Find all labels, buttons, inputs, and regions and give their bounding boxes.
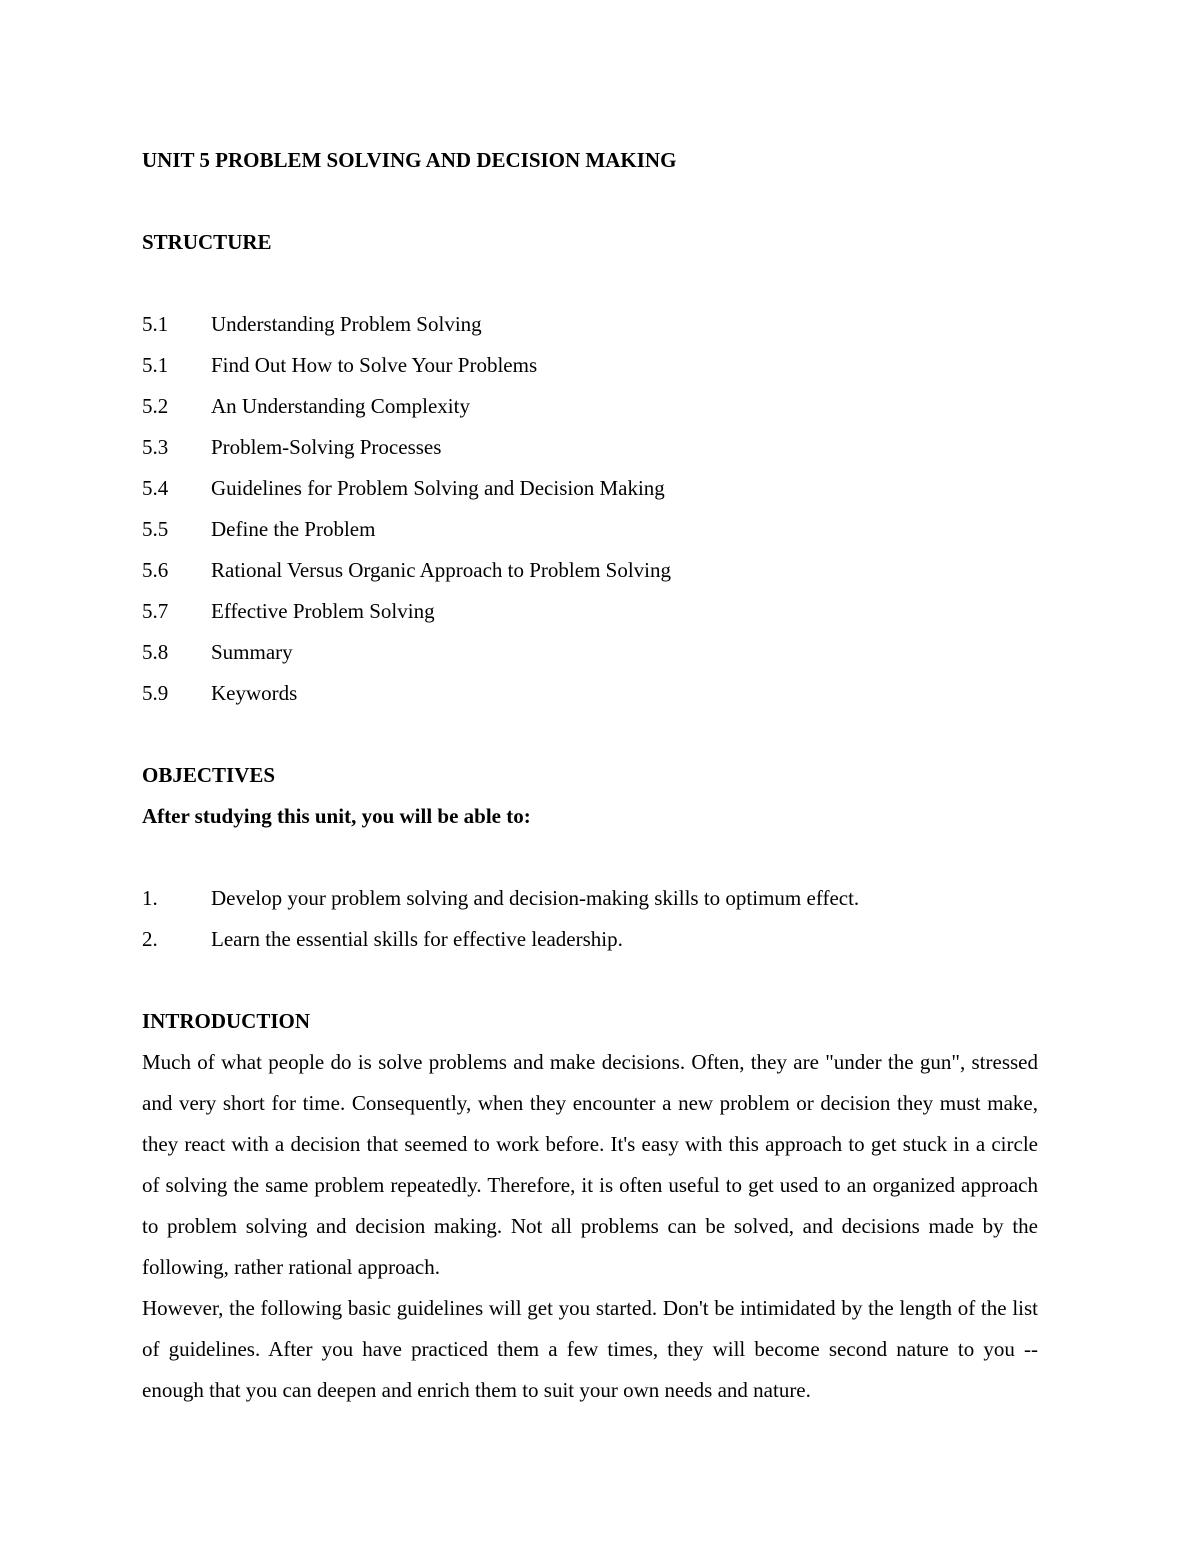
structure-heading: STRUCTURE xyxy=(142,230,272,254)
item-number: 5.7 xyxy=(142,599,169,623)
item-text: An Understanding Complexity xyxy=(211,394,470,418)
list-item xyxy=(142,386,1038,427)
introduction-paragraph-2: However, the following basic guidelines will get you started. Don't be intimidated by the length of the list of guidelines. After you have practiced them a few times, they will become second nature to you -- enough that you can deepen and enrich them to suit your own needs and nature. xyxy=(142,1296,1038,1402)
list-item xyxy=(142,878,1038,919)
item-number: 5.2 xyxy=(142,394,169,418)
item-text: Rational Versus Organic Approach to Problem Solving xyxy=(211,558,672,582)
item-text: Develop your problem solving and decision-making skills to optimum effect. xyxy=(211,886,860,910)
introduction-heading: INTRODUCTION xyxy=(142,1009,311,1033)
item-text: Summary xyxy=(211,640,293,664)
item-number: 5.1 xyxy=(142,353,169,377)
objectives-list xyxy=(142,878,1038,960)
unit-title: UNIT 5 PROBLEM SOLVING AND DECISION MAKING xyxy=(142,148,677,172)
item-text: Understanding Problem Solving xyxy=(211,312,482,336)
item-number: 2. xyxy=(142,927,158,951)
item-number: 5.4 xyxy=(142,476,169,500)
introduction-paragraph-1: Much of what people do is solve problems and make decisions. Often, they are "under the gun", stressed and very short for time. Consequently, when they encounter a new problem or decision they must make, they react with a decision that seemed to work before. It's easy with this approach to get stuck in a circle of solving the same problem repeatedly. Therefore, it is often useful to get used to an organized approach to problem solving and decision making. Not all problems can be solved, and decisions made by the following, rather rational approach. xyxy=(142,1050,1038,1279)
item-number: 5.1 xyxy=(142,312,169,336)
item-number: 5.3 xyxy=(142,435,169,459)
list-item xyxy=(142,550,1038,591)
item-number: 5.6 xyxy=(142,558,169,582)
item-text: Learn the essential skills for effective leadership. xyxy=(211,927,623,951)
structure-list xyxy=(142,304,1038,714)
item-text: Problem-Solving Processes xyxy=(211,435,442,459)
list-item xyxy=(142,919,1038,960)
item-text: Define the Problem xyxy=(211,517,376,541)
item-number: 5.9 xyxy=(142,681,169,705)
list-item xyxy=(142,673,1038,714)
item-number: 5.8 xyxy=(142,640,169,664)
objectives-lead: After studying this unit, you will be able to: xyxy=(142,804,531,828)
item-text: Find Out How to Solve Your Problems xyxy=(211,353,538,377)
list-item xyxy=(142,632,1038,673)
item-text: Guidelines for Problem Solving and Decision Making xyxy=(211,476,665,500)
document-content xyxy=(142,140,1038,1411)
list-item xyxy=(142,591,1038,632)
list-item xyxy=(142,427,1038,468)
list-item xyxy=(142,304,1038,345)
item-text: Keywords xyxy=(211,681,298,705)
item-text: Effective Problem Solving xyxy=(211,599,435,623)
list-item xyxy=(142,345,1038,386)
item-number: 1. xyxy=(142,886,158,910)
list-item xyxy=(142,509,1038,550)
objectives-heading: OBJECTIVES xyxy=(142,763,276,787)
list-item xyxy=(142,468,1038,509)
item-number: 5.5 xyxy=(142,517,169,541)
